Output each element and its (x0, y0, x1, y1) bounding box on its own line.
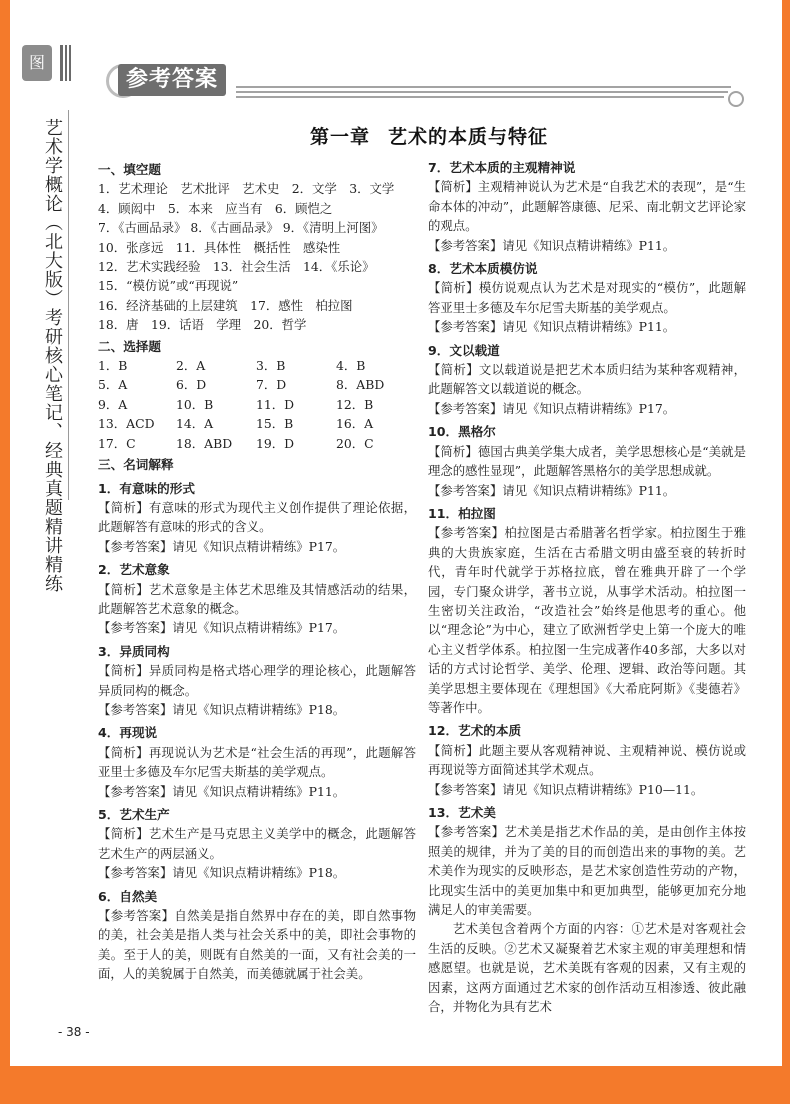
fill-line: 4．顾闳中 5．本来 应当有 6．顾恺之 (98, 200, 333, 216)
term-title: 9．文以载道 (428, 342, 500, 358)
choice-answer: 3．B (256, 358, 286, 374)
book-side-title: 艺术学概论（北大版）考研核心笔记、经典真题精讲精练 (42, 118, 63, 593)
terms-heading: 三、名词解释 (98, 457, 174, 473)
page-sheet (10, 0, 782, 1066)
choice-answer: 1．B (98, 358, 128, 374)
choice-answer: 16．A (336, 416, 374, 432)
term-title: 11．柏拉图 (428, 505, 496, 521)
term-analysis: 【简析】德国古典美学集大成者，美学思想核心是“美就是理念的感性显现”，此题解答黑格尔的美学思想成就。 (428, 443, 746, 479)
choice-answer: 13．ACD (98, 416, 155, 432)
term-reference: 【参考答案】请见《知识点精讲精练》P17。 (428, 400, 676, 416)
term-analysis: 【简析】文以载道说是把艺术本质归结为某种客观精神，此题解答文以载道说的概念。 (428, 362, 746, 397)
choice-answer: 12．B (336, 396, 374, 412)
banner-rule-3 (236, 96, 724, 98)
chapter-title: 艺术的本质与特征 (388, 126, 549, 148)
choice-heading: 二、选择题 (98, 338, 161, 354)
term-reference: 【参考答案】请见《知识点精讲精练》P11。 (98, 783, 346, 799)
term-analysis: 【简析】此题主要从客观精神说、主观精神说、模仿说或再现说等方面简述其学术观点。 (428, 742, 746, 778)
term-title: 2．艺术意象 (98, 562, 170, 578)
term-reference: 【参考答案】请见《知识点精讲精练》P17。 (98, 620, 346, 636)
banner-rule-1 (236, 86, 731, 88)
term-analysis: 【简析】艺术生产是马克思主义美学中的概念，此题解答艺术生产的两层涵义。 (98, 826, 416, 861)
term-title: 12．艺术的本质 (428, 723, 522, 739)
book-logo-icon: 图 (22, 45, 52, 81)
term-analysis: 【简析】异质同构是格式塔心理学的理论核心，此题解答异质同构的概念。 (98, 663, 416, 698)
term-reference: 【参考答案】请见《知识点精讲精练》P17。 (98, 538, 346, 554)
logo-bars (58, 45, 72, 81)
choice-grid (98, 356, 416, 453)
term-title: 1．有意味的形式 (98, 480, 195, 496)
choice-answer: 17．C (98, 435, 136, 451)
term-title: 5．艺术生产 (98, 807, 170, 822)
banner-label: 参考答案 (126, 67, 219, 92)
term-title: 3．异质同构 (98, 643, 170, 659)
term-title: 8．艺术本质模仿说 (428, 261, 538, 277)
choice-answer: 11．D (256, 396, 295, 412)
fill-line: 1．艺术理论 艺术批评 艺术史 2．文学 3．文学 (98, 181, 395, 197)
fill-line: 12．艺术实践经验 13．社会生活 14．《乐论》 (98, 259, 375, 275)
chapter-number: 第一章 (310, 126, 371, 148)
fill-line: 16．经济基础的上层建筑 17．感性 柏拉图 (98, 297, 353, 313)
fill-heading: 一、填空题 (98, 162, 161, 177)
choice-answer: 15．B (256, 416, 294, 432)
term-title: 13．艺术美 (428, 805, 496, 820)
choice-answer: 7．D (256, 377, 287, 393)
fill-line: 7．《古画品录》 8．《古画品录》 9．《清明上河图》 (98, 220, 384, 236)
term-title: 10．黑格尔 (428, 424, 496, 440)
fill-line: 18．唐 19．话语 学理 20．哲学 (98, 317, 307, 333)
term-answer-continued: 艺术美包含着两个方面的内容：①艺术是对客观社会生活的反映。②艺术又凝聚着艺术家主观的审美理想和情感愿望。也就是说，艺术美既有客观的因素，又有主观的因素，这两方面通过艺术家的创作活动互相渗透、彼此融合，并物化为具有艺术 (428, 921, 746, 1015)
term-answer: 【参考答案】艺术美是指艺术作品的美，是由创作主体按照美的规律，并为了美的目的而创造出来的事物的美。艺术美作为现实的反映形态，是艺术家创造性劳动的产物，比现实生活中的美更加集中和更加典型，能够更加充分地满足人的审美需要。 (428, 824, 746, 918)
term-reference: 【参考答案】请见《知识点精讲精练》P11。 (428, 482, 676, 498)
choice-answer: 4．B (336, 358, 366, 374)
term-reference: 【参考答案】请见《知识点精讲精练》P11。 (428, 237, 676, 253)
choice-answer: 6．D (176, 377, 207, 393)
fill-line: 15．“模仿说”或“再现说” (98, 278, 239, 294)
term-reference: 【参考答案】请见《知识点精讲精练》P11。 (428, 319, 676, 335)
choice-answer: 10．B (176, 396, 214, 412)
choice-answer: 18．ABD (176, 435, 233, 451)
banner-end-ornament (728, 91, 744, 107)
term-answer: 【参考答案】自然美是指自然界中存在的美，即自然事物的美，社会美是指人类与社会关系中的美，即社会事物的美。至于人的美，则既有自然美的一面，又有社会美的一面，人的美貌属于自然美，而美德就属于社会美。 (98, 908, 416, 982)
section-banner (108, 62, 236, 98)
choice-answer: 5．A (98, 377, 128, 393)
term-title: 7．艺术本质的主观精神说 (428, 160, 576, 175)
choice-answer: 20．C (336, 435, 374, 451)
fill-line: 10．张彦远 11．具体性 概括性 感染性 (98, 239, 341, 255)
choice-answer: 14．A (176, 416, 214, 432)
page-number: - 38 - (58, 1025, 90, 1039)
term-reference: 【参考答案】请见《知识点精讲精练》P10—11。 (428, 781, 704, 797)
chapter-heading (310, 122, 548, 149)
term-reference: 【参考答案】请见《知识点精讲精练》P18。 (98, 701, 346, 717)
term-analysis: 【简析】艺术意象是主体艺术思维及其情感活动的结果，此题解答艺术意象的概念。 (98, 581, 416, 616)
side-margin (10, 0, 76, 1066)
left-column (98, 158, 416, 984)
choice-answer: 9．A (98, 396, 128, 412)
term-analysis: 【简析】主观精神说认为艺术是“自我艺术的表现”，是“生命本体的冲动”，此题解答康德、尼采、南北朝文艺评论家的观点。 (428, 179, 746, 234)
term-title: 4．再现说 (98, 725, 158, 741)
banner-rule-2 (236, 91, 728, 93)
choice-answer: 8．ABD (336, 377, 385, 393)
term-analysis: 【简析】再现说认为艺术是“社会生活的再现”，此题解答亚里士多德及车尔尼雪夫斯基的美学观点。 (98, 744, 416, 780)
term-answer: 【参考答案】柏拉图是古希腊著名哲学家。柏拉图生于雅典的大贵族家庭，生活在古希腊文明由盛至衰的转折时代，青年时代就学于苏格拉底，曾在雅典开辟了一个学园，专门聚众讲学，著书立说，从事学术活动。柏拉图一生密切关注政治，“改造社会”始终是他思考的重心。他以“理念论”为中心，建立了欧洲哲学史上第一个庞大的唯心主义哲学体系。柏拉图一生完成著作40多部，大多以对话的方式讨论哲学、美学、伦理、逻辑、政治等问题。其美学思想主要体现在《理想国》《大希庇阿斯》《斐德若》等著作中。 (428, 525, 746, 715)
choice-answer: 19．D (256, 435, 295, 451)
term-title: 6．自然美 (98, 888, 158, 904)
term-reference: 【参考答案】请见《知识点精讲精练》P18。 (98, 865, 346, 881)
term-analysis: 【简析】模仿说观点认为艺术是对现实的“模仿”，此题解答亚里士多德及车尔尼雪夫斯基的美学观点。 (428, 280, 746, 315)
choice-answer: 2．A (176, 358, 206, 374)
term-analysis: 【简析】有意味的形式为现代主义创作提供了理论依据，此题解答有意味的形式的含义。 (98, 499, 416, 535)
right-column (428, 158, 746, 1016)
side-divider (68, 110, 69, 500)
